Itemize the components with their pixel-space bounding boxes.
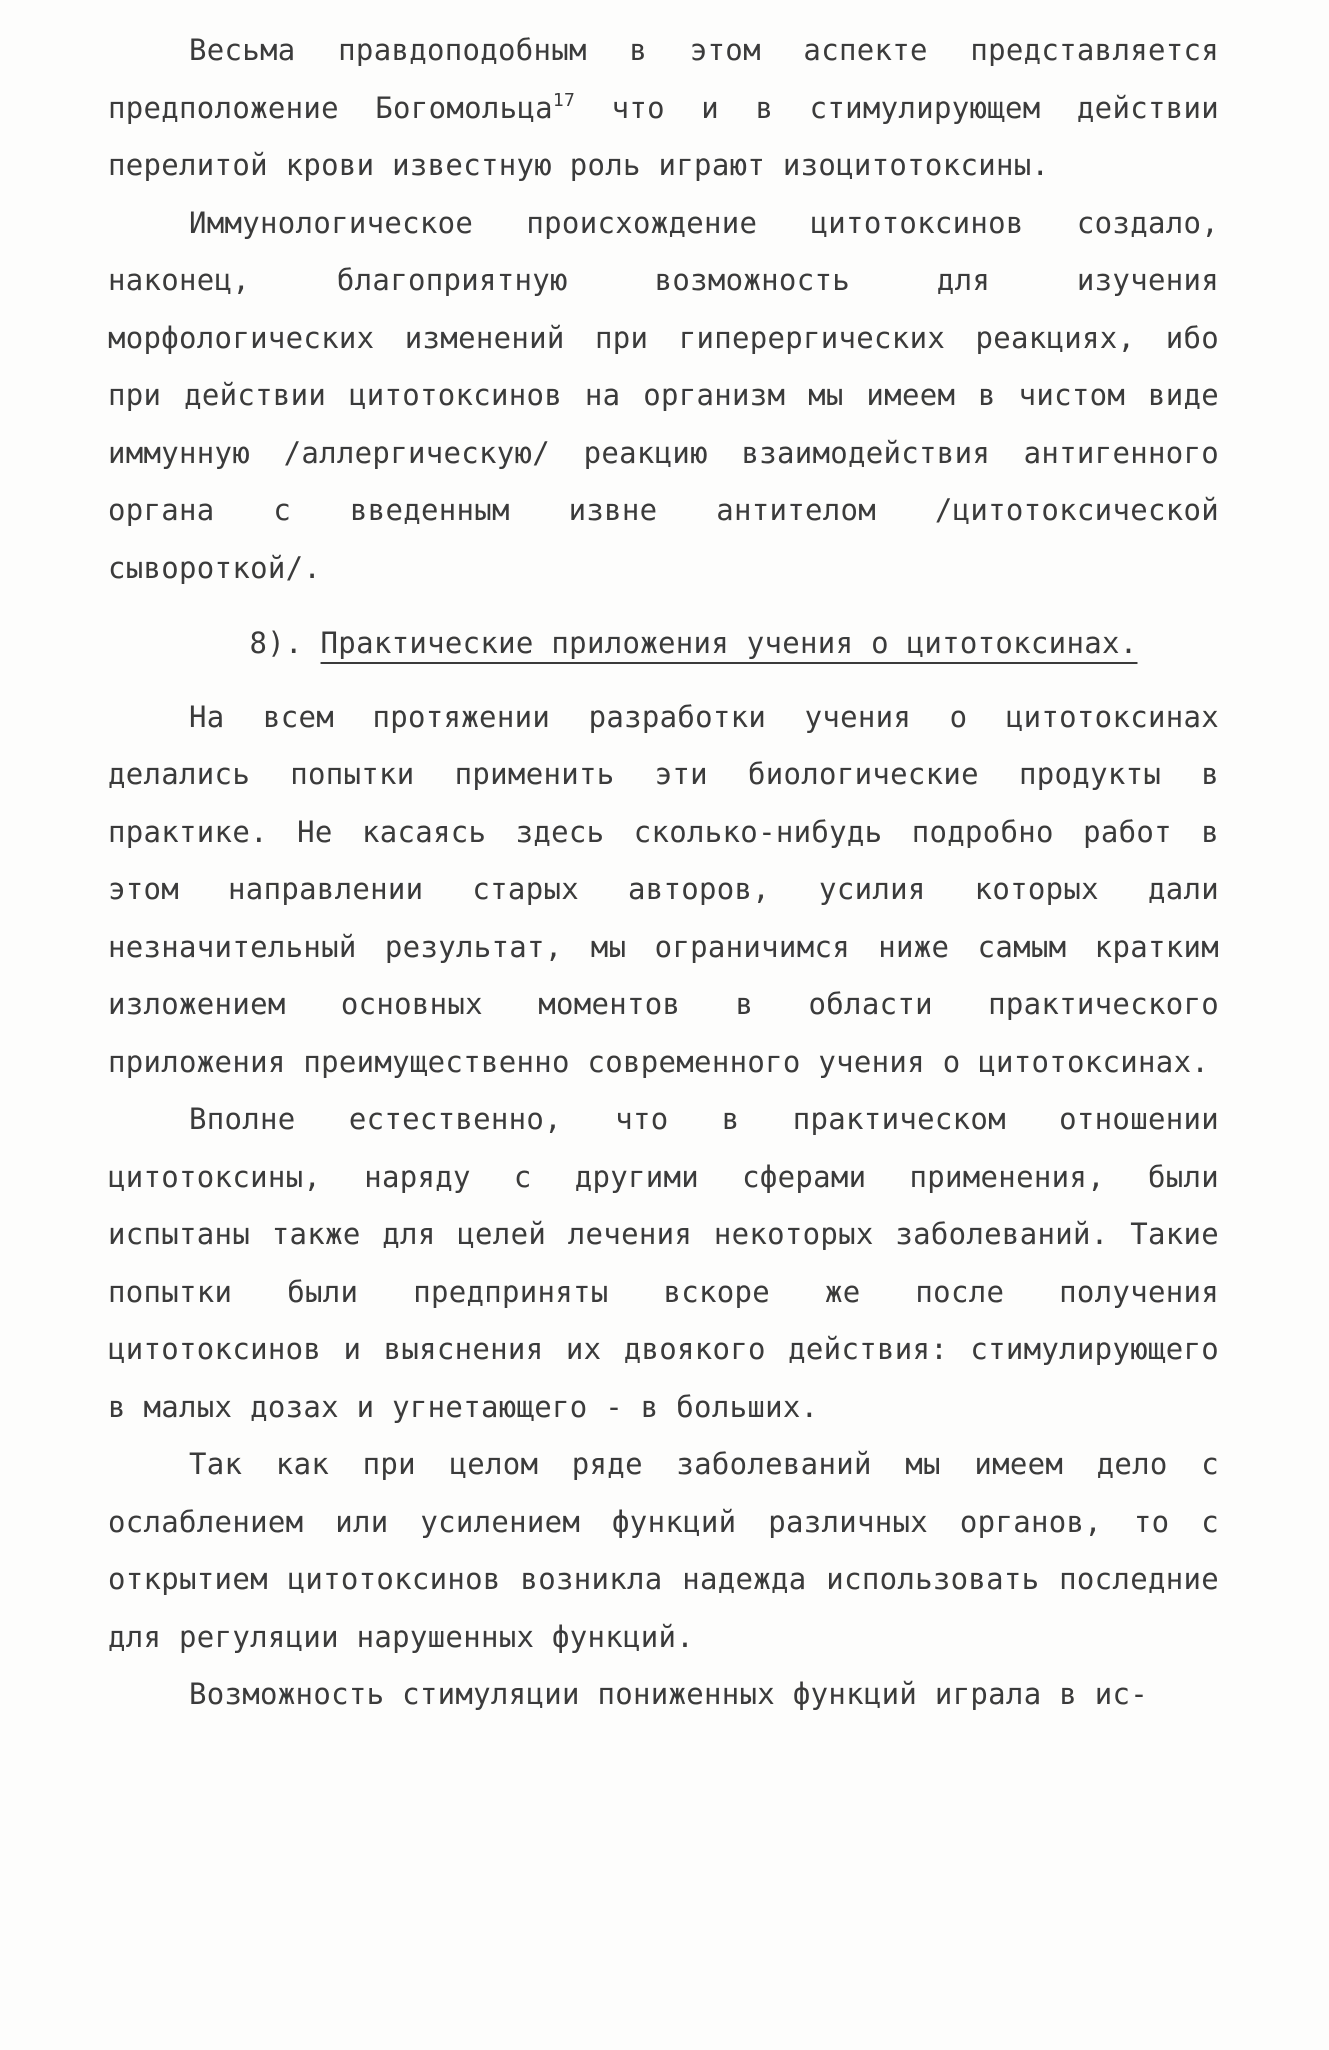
paragraph-text-start: Весьма правдоподобным в этом аспекте представляется предположение Богомольца [108,33,1219,125]
paragraph-therapy: Вполне естественно, что в практическом отношении цитотоксины, наряду с другими сферами применения, были испытаны также для целей лечения некоторых заболеваний. Такие попытки были предприняты вскоре же после получения цитотоксинов и выяснения их двоякого действия: стимулирующего в малых дозах и угнетающего - в больших. [108,1102,1219,1424]
section-number: 8). [249,626,303,660]
paragraph-bogomolets [108,22,1219,195]
spacer [108,673,1219,689]
spacer [108,597,1219,615]
section-title: Практические приложения учения о цитотоксинах. [320,626,1138,660]
paragraph-text-end: что и в стимулирующем действии перелитой крови известную роль играют изоцитотоксины. [108,90,1219,182]
footnote-marker: 17 [552,89,576,111]
section-heading [108,615,1219,673]
paragraph-regulation: Так как при целом ряде заболеваний мы имеем дело с ослаблением или усилением функций различных органов, то с открытием цитотоксинов возникла надежда использовать последние для регуляции нарушенных функций. [108,1447,1219,1654]
paragraph-attempts: На всем протяжении разработки учения о цитотоксинах делались попытки применить эти биологические продукты в практике. Не касаясь здесь сколько-нибудь подробно работ в этом направлении старых авторов, усилия которых дали незначительный результат, мы ограничимся ниже самым кратким изложением основных моментов в области практического приложения преимущественно современного учения о цитотоксинах. [108,699,1219,1079]
paragraph-immunological-origin: Иммунологическое происхождение цитотоксинов создало, наконец, благоприятную возможность для изучения морфологических изменений при гиперергических реакциях, ибо при действии цитотоксинов на организм мы имеем в чистом виде иммунную /аллергическую/ реакцию взаимодействия антигенного органа с введенным извне антителом /цитотоксической сывороткой/. [108,205,1219,585]
paragraph-stimulation: Возможность стимуляции пониженных функций играла в ис- [189,1677,1149,1711]
